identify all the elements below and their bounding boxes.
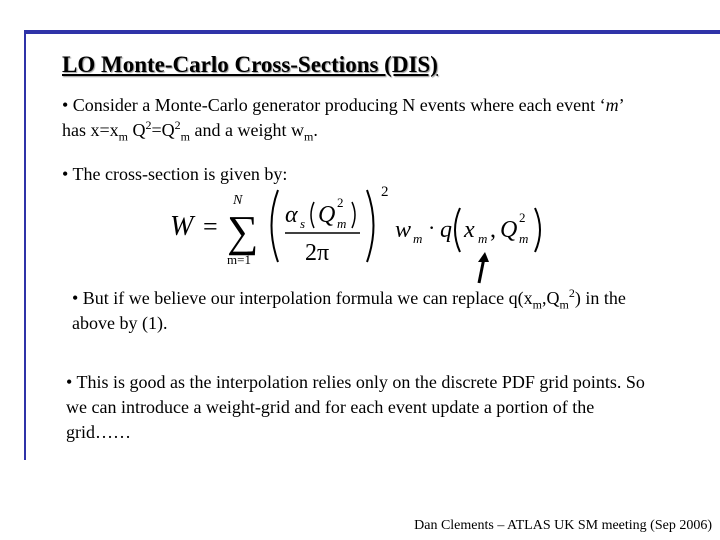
formula-Q-sup: 2 — [337, 195, 344, 210]
bullet1-text-d: =Q — [151, 120, 175, 140]
bullet1-sub1: m — [118, 129, 128, 144]
bullet1-sup2: 2 — [174, 118, 181, 132]
formula-comma: , — [490, 217, 496, 243]
formula-Q: Q — [318, 202, 336, 228]
bullet1-sup1: 2 — [145, 118, 152, 132]
formula-x-sub: m — [478, 231, 488, 246]
bullet3-sub1: m — [532, 297, 542, 312]
slide-footer: Dan Clements – ATLAS UK SM meeting (Sep 2006) — [414, 518, 712, 533]
formula-Q2: Q — [500, 217, 518, 243]
formula-Q-sub: m — [337, 216, 347, 231]
formula-sum-lower: m=1 — [227, 252, 251, 267]
formula-left-paren — [272, 190, 279, 262]
cross-section-formula — [165, 180, 565, 270]
formula-alpha: α — [285, 202, 298, 228]
formula-inner-left-paren — [311, 202, 314, 228]
formula-x: x — [464, 217, 475, 243]
bullet3-text-a: • But if we believe our interpolation formula we can replace q(x — [72, 288, 533, 308]
left-accent-bar — [24, 30, 26, 460]
bullet-interpolation — [72, 286, 672, 336]
formula-alpha-sub: s — [300, 216, 306, 231]
formula-equals: = — [203, 212, 218, 241]
formula-denominator: 2π — [305, 240, 330, 266]
bullet1-text-a: • Consider a Monte-Carlo generator producing N events where each event ‘ — [62, 95, 606, 115]
formula-Q2-sup: 2 — [519, 210, 526, 225]
formula-w: w — [395, 217, 412, 243]
bullet1-sub2: m — [180, 129, 190, 144]
formula-q-right-paren — [535, 208, 540, 252]
formula-w-sub: m — [413, 231, 423, 246]
bullet1-sub3: m — [303, 129, 314, 144]
formula-inner-right-paren — [352, 202, 355, 228]
bullet-weight-grid: • This is good as the interpolation relies only on the discrete PDF grid points. So we can introduce a weight-grid and for each event update a portion of the grid…… — [66, 372, 645, 442]
formula-lhs: W — [170, 211, 194, 242]
bullet1-text-b: ’ has x=x — [62, 95, 624, 140]
formula-Q2-sub: m — [519, 231, 529, 246]
formula-q-left-paren — [455, 208, 460, 252]
bullet1-text-f: . — [313, 120, 318, 140]
bullet1-m: m — [605, 95, 619, 115]
slide-title: LO Monte-Carlo Cross-Sections (DIS) — [62, 52, 438, 77]
bullet3-text-c: ) in the above by (1). — [72, 288, 626, 333]
bullet3-sub2: m — [559, 297, 569, 312]
bullet-generator — [62, 93, 642, 143]
bullet3-sup1: 2 — [568, 286, 575, 300]
arrow-up-icon — [470, 252, 494, 286]
formula-outer-sup: 2 — [381, 184, 389, 200]
bullet3-text-b: ,Q — [541, 288, 560, 308]
bullet-cross-section: • The cross-section is given by: — [62, 164, 288, 184]
formula-sigma: ∑ — [227, 207, 259, 256]
bullet1-text-c: Q — [128, 120, 146, 140]
formula-sum-upper: N — [233, 193, 243, 208]
formula-dot: · — [428, 215, 436, 240]
bullet1-text-e: and a weight w — [190, 120, 304, 140]
formula-q: q — [440, 217, 452, 243]
formula-right-paren — [367, 190, 374, 262]
top-accent-bar — [25, 30, 720, 34]
